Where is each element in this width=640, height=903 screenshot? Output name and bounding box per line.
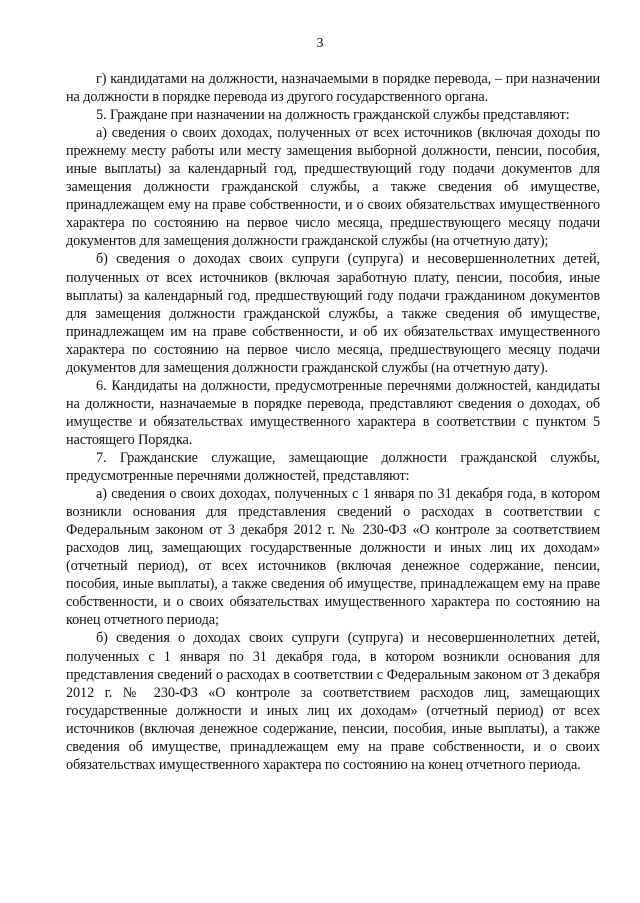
paragraph-5b-family-income: б) сведения о доходах своих супруги (супруга) и несовершеннолетних детей, полученных от всех источников (включая заработную плату, пенсии, пособия, иные выплаты) за календарный год, предшествующий году подачи гражданином документов для замещения должности гражданской службы, а также сведения об имуществе, принадлежащем им на праве собственности, и об их обязательствах имущественного характера по состоянию на первое число месяца, предшествующего месяцу подачи документов для замещения должности гражданской службы (на отчетную дату). <box>66 251 600 376</box>
paragraph-6-candidates: 6. Кандидаты на должности, предусмотренные перечнями должностей, кандидаты на должности, назначаемые в порядке перевода, представляют сведения о доходах, об имуществе и обязательствах имущественного характера в соответствии с пунктом 5 настоящего Порядка. <box>66 377 600 448</box>
paragraph-4g-candidates-transfer: г) кандидатами на должности, назначаемыми в порядке перевода, – при назначении на должности в порядке перевода из другого государственного органа. <box>66 71 600 106</box>
paragraph-7b-family-income: б) сведения о доходах своих супруги (супруга) и несовершеннолетних детей, полученных с 1 января по 31 декабря года, в котором возникли основания для представления сведений о расходах в соответствии с Федеральным законом от 3 декабря 2012 г. № 230-ФЗ «О контроле за соответствием расходов лиц, замещающих государственные должности и иных лиц их доходам» (отчетный период) от всех источников (включая денежное содержание, пенсии, пособия, иные выплаты), а также сведения об имуществе, принадлежащем ему на праве собственности, и о своих обязательствах имущественного характера по состоянию на конец отчетного периода. <box>66 630 600 773</box>
paragraph-7a-own-income: а) сведения о своих доходах, полученных с 1 января по 31 декабря года, в котором возникли основания для представления сведений о расходах в соответствии с Федеральным законом от 3 декабря 2012 г. № 230-ФЗ «О контроле за соответствием расходов лиц, замещающих государственные должности и иных лиц их доходам» (отчетный период), от всех источников (включая денежное содержание, пенсии, пособия, иные выплаты), а также сведения об имуществе, принадлежащем ему на праве собственности, и о своих обязательствах имущественного характера по состоянию на конец отчетного периода; <box>66 486 600 629</box>
page-number: 3 <box>316 36 324 51</box>
document-body <box>66 70 600 774</box>
paragraph-7-heading: 7. Гражданские служащие, замещающие должности гражданской службы, предусмотренные перечнями должностей, представляют: <box>66 449 600 485</box>
paragraph-5-heading: 5. Граждане при назначении на должность гражданской службы представляют: <box>96 107 570 124</box>
paragraph-5a-own-income: а) сведения о своих доходах, полученных от всех источников (включая доходы по прежнему месту работы или месту замещения выборной должности, пенсии, пособия, иные выплаты) за календарный год, предшествующий году подачи документов для замещения должности гражданской службы, а также сведения об имуществе, принадлежащем ему на праве собственности, и о своих обязательствах имущественного характера по состоянию на первое число месяца, предшествующего месяцу подачи документов для замещения должности гражданской службы (на отчетную дату); <box>66 125 600 250</box>
